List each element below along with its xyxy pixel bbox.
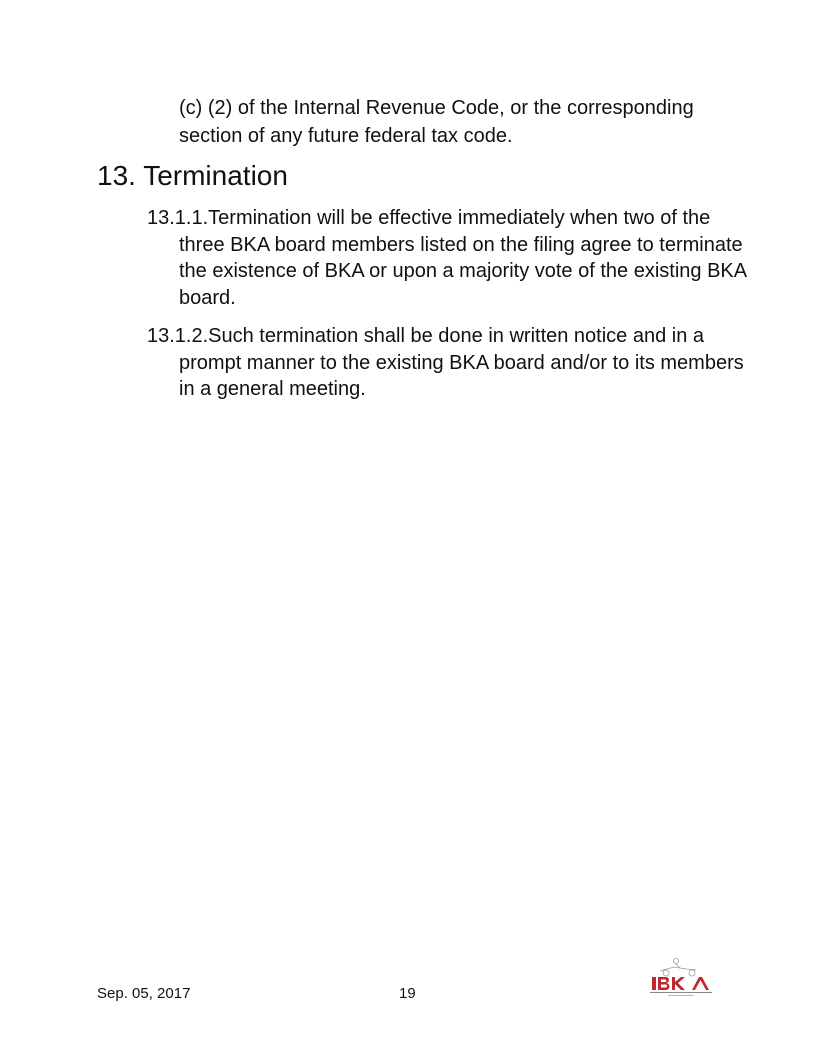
logo-tagline [668, 995, 694, 996]
footer-date: Sep. 05, 2017 [97, 985, 191, 1002]
list-item: 13.1.1.Termination will be effective immediately when two of the three BKA board members listed on the filing agree to terminate the existence of BKA or upon a majority vote of the existing BKA board. [147, 207, 746, 309]
intro-paragraph: (c) (2) of the Internal Revenue Code, or the corresponding section of any future federal tax code. [179, 97, 694, 147]
logo-underline [650, 992, 712, 993]
section-heading: 13. Termination [97, 160, 288, 191]
logo-letters [652, 977, 709, 990]
page-number: 19 [399, 985, 416, 1002]
kart-icon [660, 959, 696, 977]
bka-logo [630, 955, 730, 1005]
list-item: 13.1.2.Such termination shall be done in written notice and in a prompt manner to the existing BKA board and/or to its members in a general meeting. [147, 325, 744, 400]
